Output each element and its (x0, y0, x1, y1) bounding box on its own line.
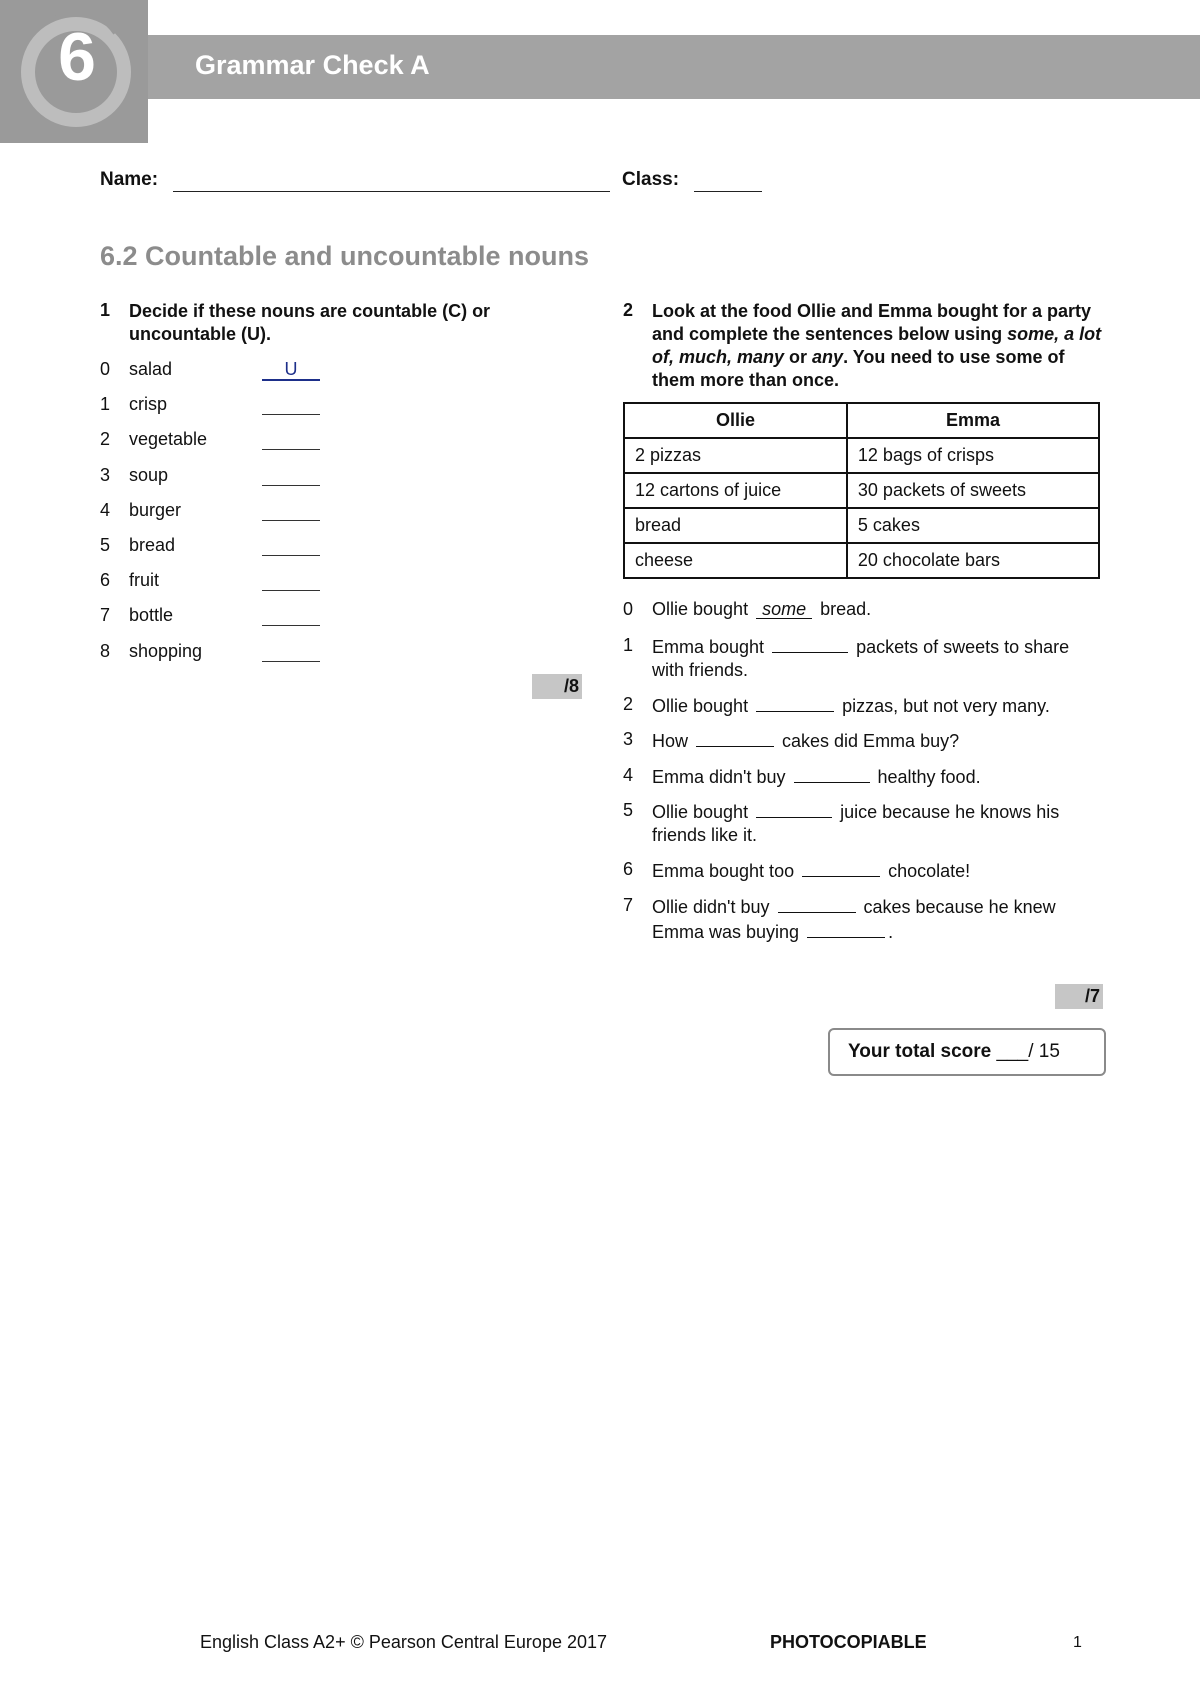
sentence-item (623, 894, 1103, 944)
noun-item (100, 359, 400, 383)
noun-number: 2 (100, 429, 111, 450)
instruction-any: any (812, 347, 844, 367)
total-score-box (828, 1028, 1106, 1076)
sentence-text-end: pizzas, but not very many. (837, 696, 1050, 716)
sentence-number: 5 (623, 800, 634, 820)
sentence-text: Ollie bought (652, 696, 754, 716)
answer-blank[interactable] (778, 894, 856, 913)
table-header-emma: Emma (847, 403, 1099, 438)
instruction-text-end: . You need to use some of them more than once. (652, 347, 1065, 390)
sentence-text-end: chocolate! (883, 861, 971, 881)
sentence-item (623, 728, 1103, 753)
noun-item (100, 500, 400, 524)
food-table (623, 402, 1100, 579)
sentence-number: 3 (623, 729, 634, 749)
noun-word: burger (129, 499, 182, 520)
table-cell-ollie: 12 cartons of juice (624, 473, 847, 508)
sentence-number: 6 (623, 859, 634, 879)
answer-blank[interactable] (807, 919, 885, 938)
table-cell-emma: 20 chocolate bars (847, 543, 1099, 578)
noun-number: 5 (100, 535, 111, 555)
exercise2-instruction (652, 300, 1102, 392)
noun-item (100, 605, 400, 629)
table-cell-emma: 30 packets of sweets (847, 473, 1099, 508)
table-cell-ollie: 2 pizzas (624, 438, 847, 473)
section-title: 6.2 Countable and uncountable nouns (100, 241, 590, 271)
title-banner (148, 35, 1200, 99)
noun-answer-field[interactable] (262, 394, 320, 415)
answer-blank[interactable] (772, 634, 848, 653)
total-score-value: ___/ 15 (996, 1041, 1060, 1062)
answer-blank[interactable] (696, 728, 774, 747)
sentence-text: Ollie bought (652, 599, 754, 619)
sentence-item (623, 858, 1103, 883)
instruction-text: Look at the food Ollie and Emma bought for a party and complete the sentences below using (652, 301, 1092, 344)
table-row (624, 473, 1099, 508)
noun-word: crisp (129, 394, 168, 415)
noun-number: 6 (100, 570, 111, 591)
table-cell-emma: 5 cakes (847, 508, 1099, 543)
answer-blank[interactable] (802, 858, 880, 877)
table-row (624, 543, 1099, 578)
answer-blank[interactable] (756, 693, 834, 712)
sentence-text: How (652, 731, 694, 751)
sentence-text-end: . (888, 922, 894, 942)
noun-answer-field[interactable] (262, 641, 320, 662)
noun-word: bread (129, 535, 176, 555)
exercise2-score: /7 (1055, 984, 1103, 1009)
sentence-number: 1 (623, 635, 634, 655)
noun-item (100, 641, 400, 665)
unit-badge (0, 0, 148, 143)
sentence-item (623, 799, 1103, 847)
noun-answer-field[interactable] (262, 465, 320, 486)
exercise1-instruction: Decide if these nouns are countable (C) or uncountable (U). (129, 301, 491, 344)
class-label: Class: (622, 169, 680, 190)
sentence-number: 0 (623, 599, 634, 619)
sentence-text: Emma didn't buy (652, 767, 791, 787)
footer-photocopiable: PHOTOCOPIABLE (770, 1632, 927, 1652)
class-field[interactable] (694, 191, 762, 192)
sentence-text: Ollie bought (652, 802, 754, 822)
sentence-text-mid: cakes because he knew Emma was buying (652, 897, 1056, 942)
instruction-or: or (784, 347, 813, 367)
noun-word: fruit (129, 570, 160, 591)
exercise1-score: /8 (532, 674, 582, 699)
name-label: Name: (100, 169, 159, 190)
noun-answer-field[interactable] (262, 429, 320, 450)
exercise2-number: 2 (623, 300, 634, 320)
noun-number: 8 (100, 640, 111, 661)
example-answer: some (756, 600, 812, 619)
sentence-text-end: bread. (815, 599, 872, 619)
noun-item (100, 535, 400, 559)
table-header-ollie: Ollie (624, 403, 847, 438)
table-row (624, 508, 1099, 543)
sentence-text: Emma bought too (652, 861, 800, 881)
noun-word: salad (129, 359, 173, 379)
footer-page-number: 1 (1073, 1634, 1082, 1651)
noun-number: 3 (100, 464, 111, 485)
noun-item (100, 465, 400, 489)
exercise1-number: 1 (100, 300, 111, 320)
noun-word: shopping (129, 640, 203, 661)
table-cell-ollie: cheese (624, 543, 847, 578)
sentence-text-end: juice because he knows his friends like it. (652, 802, 1060, 845)
table-cell-emma: 12 bags of crisps (847, 438, 1099, 473)
noun-answer-field[interactable] (262, 570, 320, 591)
noun-item (100, 429, 400, 453)
noun-item (100, 570, 400, 594)
noun-word: bottle (129, 605, 174, 626)
sentence-number: 4 (623, 765, 634, 785)
sentence-text-end: cakes did Emma buy? (777, 731, 960, 751)
table-cell-ollie: bread (624, 508, 847, 543)
answer-blank[interactable] (794, 764, 870, 783)
noun-number: 7 (100, 605, 111, 626)
sentence-number: 2 (623, 694, 634, 714)
noun-number: 4 (100, 499, 111, 520)
noun-answer-field[interactable] (262, 535, 320, 556)
sentence-text-end: healthy food. (872, 767, 981, 787)
name-field[interactable] (173, 191, 610, 192)
page-title: Grammar Check A (195, 50, 430, 80)
sentence-text: Ollie didn't buy (652, 897, 775, 917)
noun-answer-field: U (262, 359, 320, 381)
sentence-item (623, 764, 1103, 789)
instruction-keywords: some, a lot of, much, many (652, 324, 1102, 367)
sentence-text-end: packets of sweets to share with friends. (652, 637, 1070, 680)
sentence-item (623, 693, 1103, 718)
noun-word: vegetable (129, 429, 208, 450)
total-score-label: Your total score (848, 1041, 992, 1062)
table-row (624, 438, 1099, 473)
noun-number: 0 (100, 359, 111, 379)
sentence-number: 7 (623, 895, 634, 915)
noun-word: soup (129, 464, 169, 485)
answer-blank[interactable] (756, 799, 832, 818)
sentence-item (623, 598, 1103, 621)
unit-number: 6 (58, 19, 96, 95)
noun-answer-field[interactable] (262, 605, 320, 626)
sentence-text: Emma bought (652, 637, 770, 657)
noun-answer-field[interactable] (262, 500, 320, 521)
sentence-item (623, 634, 1103, 682)
noun-number: 1 (100, 394, 111, 415)
noun-item (100, 394, 400, 418)
footer-copyright: English Class A2+ © Pearson Central Europe 2017 (200, 1632, 608, 1652)
